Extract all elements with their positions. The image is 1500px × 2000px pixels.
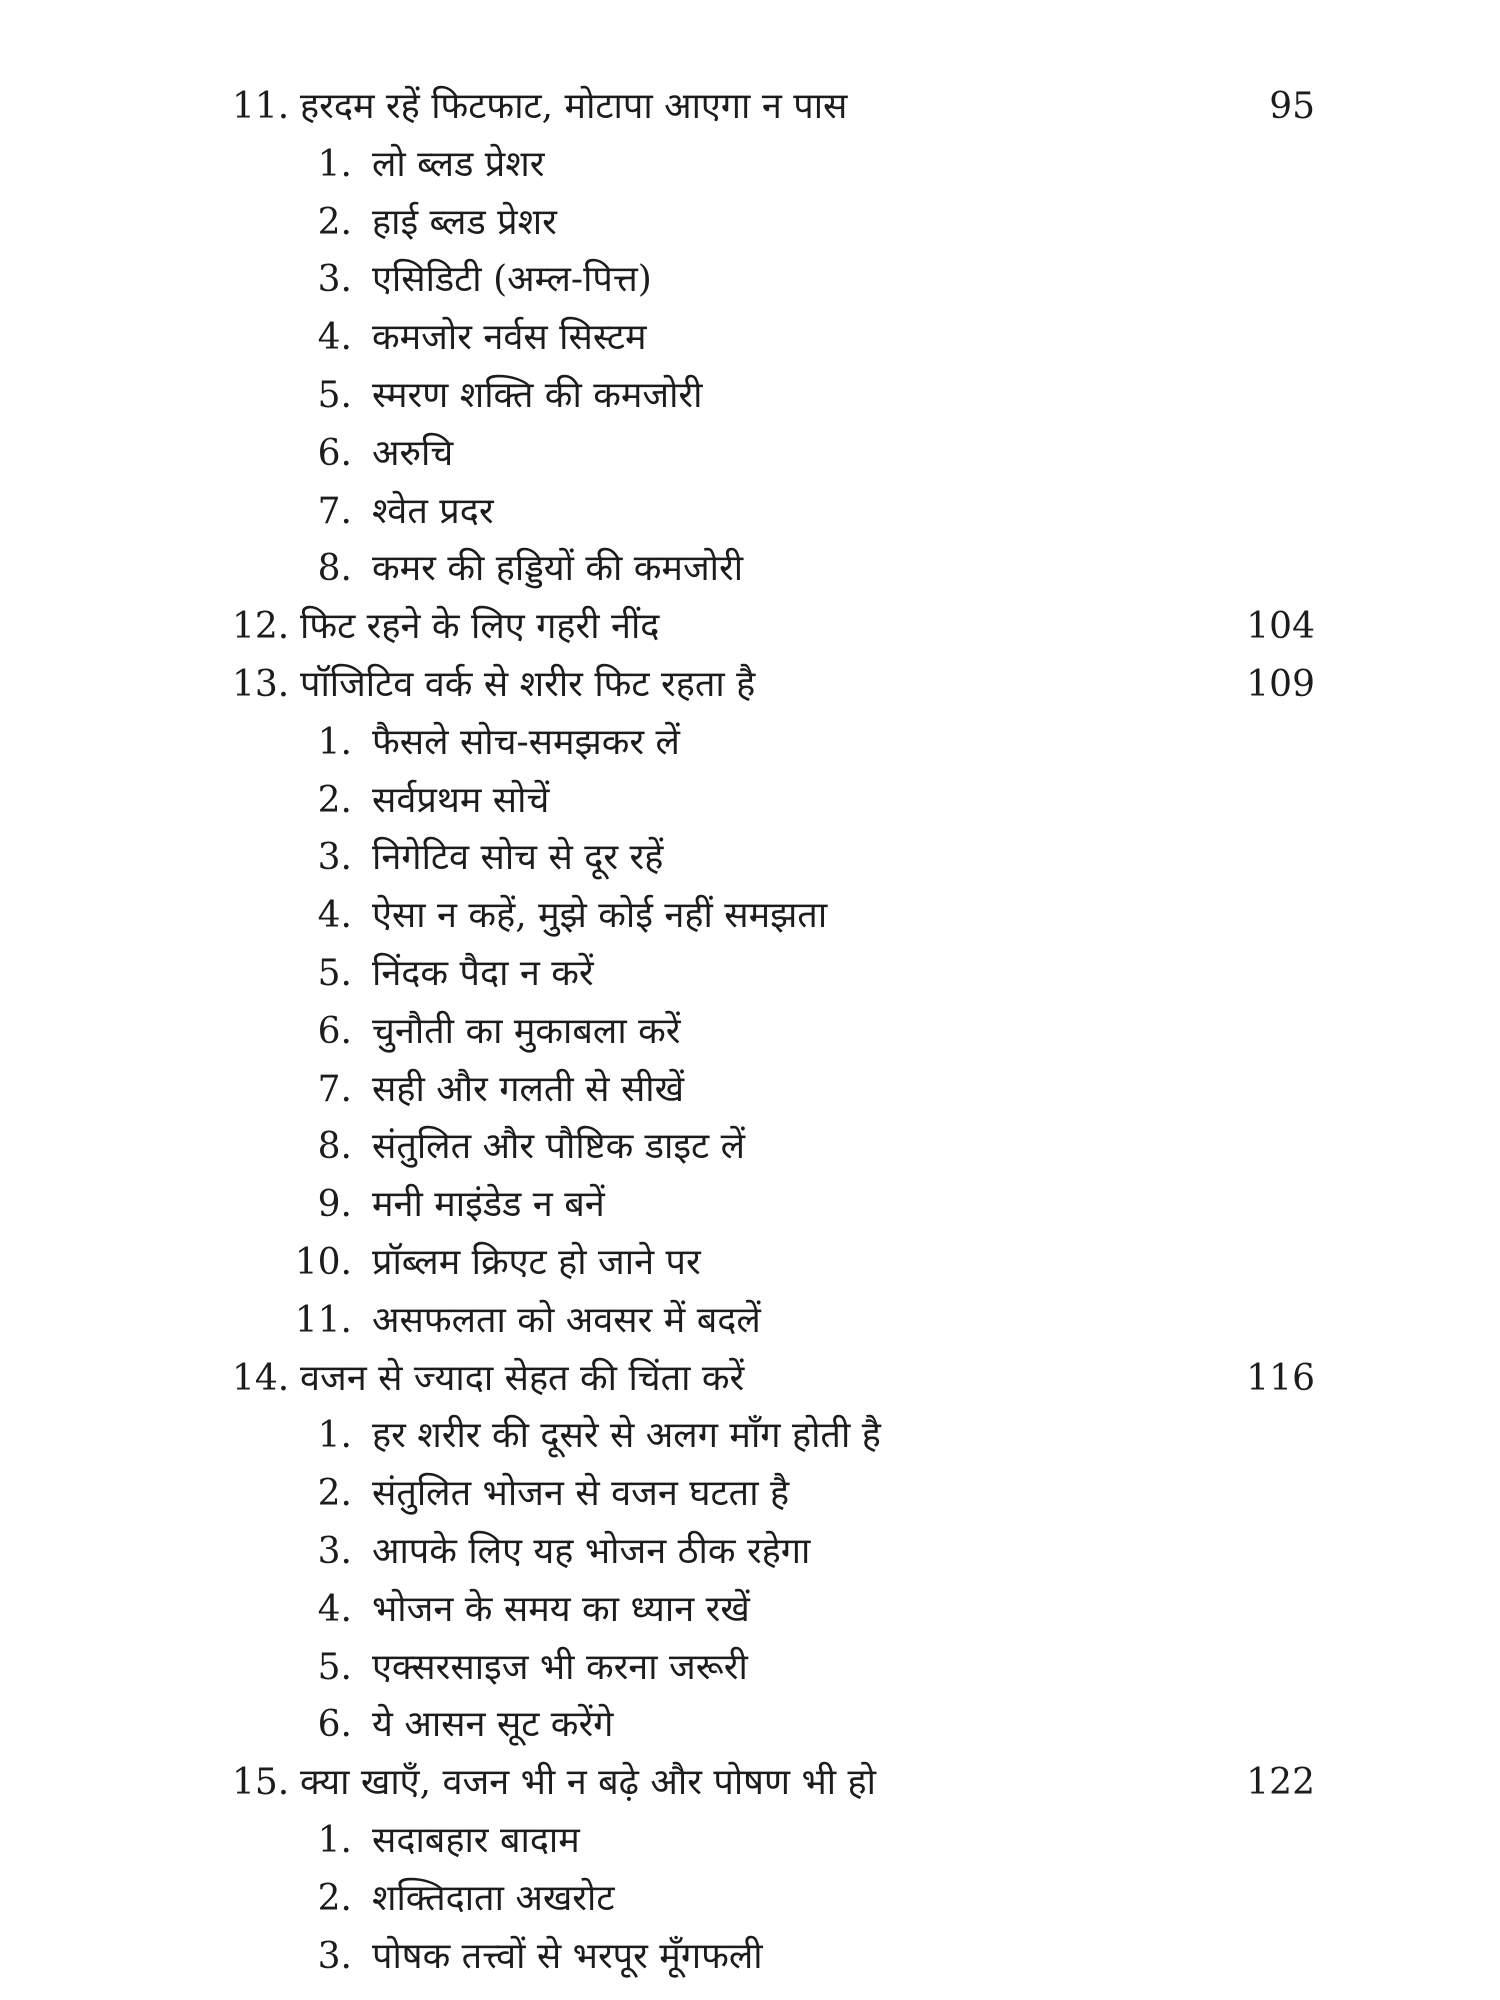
subitem-number: 3.	[317, 259, 352, 301]
subitem-title: सही और गलती से सीखें	[372, 1068, 685, 1110]
chapter-page-number: 109	[1246, 663, 1315, 705]
subitem-number: 6.	[317, 1704, 352, 1746]
subitem-number: 2.	[317, 779, 352, 821]
subitem-number: 4.	[317, 895, 352, 937]
toc-subitem-row	[0, 1407, 1500, 1465]
toc-chapter-row	[0, 598, 1500, 656]
toc-subitem-row	[0, 483, 1500, 541]
toc-subitem-row	[0, 1176, 1500, 1234]
subitem-number: 4.	[317, 317, 352, 359]
chapter-title: पॉजिटिव वर्क से शरीर फिट रहता है	[300, 663, 756, 705]
subitem-number: 9.	[317, 1184, 352, 1226]
chapter-title: वजन से ज्यादा सेहत की चिंता करें	[300, 1357, 745, 1399]
subitem-title: एसिडिटी (अम्ल-पित्त)	[372, 259, 652, 301]
subitem-title: चुनौती का मुकाबला करें	[372, 1010, 681, 1052]
subitem-number: 1.	[317, 1819, 352, 1861]
chapter-title: फिट रहने के लिए गहरी नींद	[300, 606, 660, 648]
toc-subitem-row	[0, 1870, 1500, 1928]
toc-subitem-row	[0, 540, 1500, 598]
toc-subitem-row	[0, 1118, 1500, 1176]
chapter-title: हरदम रहें फिटफाट, मोटापा आएगा न पास	[300, 86, 848, 127]
subitem-number: 1.	[317, 1415, 352, 1457]
chapter-page-number: 104	[1246, 606, 1315, 648]
subitem-title: भोजन के समय का ध्यान रखें	[372, 1588, 750, 1630]
toc-subitem-row	[0, 1523, 1500, 1581]
toc-subitem-row	[0, 194, 1500, 252]
toc-subitem-row	[0, 1003, 1500, 1061]
subitem-title: शक्तिदाता अखरोट	[372, 1877, 615, 1919]
subitem-number: 3.	[317, 837, 352, 879]
subitem-title: अरुचि	[372, 432, 454, 474]
toc-subitem-row	[0, 1465, 1500, 1523]
subitem-title: फैसले सोच-समझकर लें	[372, 721, 680, 763]
subitem-title: हर शरीर की दूसरे से अलग माँग होती है	[372, 1415, 881, 1457]
toc-subitem-row	[0, 309, 1500, 367]
chapter-page-number: 95	[1269, 86, 1315, 127]
toc-subitem-row	[0, 1061, 1500, 1119]
subitem-number: 4.	[317, 1588, 352, 1630]
toc-subitem-row	[0, 136, 1500, 194]
toc-chapter-row	[0, 656, 1500, 714]
toc-subitem-row	[0, 829, 1500, 887]
subitem-title: ऐसा न कहें, मुझे कोई नहीं समझता	[372, 895, 828, 937]
subitem-title: श्वेत प्रदर	[372, 490, 494, 532]
subitem-number: 5.	[317, 374, 352, 416]
subitem-title: सर्वप्रथम सोचें	[372, 779, 550, 821]
chapter-title: क्या खाएँ, वजन भी न बढ़े और पोषण भी हो	[300, 1762, 876, 1804]
subitem-title: संतुलित और पौष्टिक डाइट लें	[372, 1126, 746, 1168]
subitem-title: संतुलित भोजन से वजन घटता है	[372, 1473, 790, 1515]
subitem-number: 6.	[317, 432, 352, 474]
toc-subitem-row	[0, 367, 1500, 425]
subitem-number: 6.	[317, 1010, 352, 1052]
subitem-number: 11.	[294, 1299, 352, 1341]
subitem-title: कमजोर नर्वस सिस्टम	[372, 317, 647, 359]
toc-subitem-row	[0, 251, 1500, 309]
toc-chapter-row	[0, 1754, 1500, 1812]
chapter-number: 13.	[232, 663, 290, 705]
toc-subitem-row	[0, 1639, 1500, 1697]
subitem-number: 10.	[294, 1241, 352, 1283]
subitem-title: निगेटिव सोच से दूर रहें	[372, 837, 664, 879]
subitem-title: मनी माइंडेड न बनें	[372, 1184, 605, 1226]
subitem-number: 5.	[317, 952, 352, 994]
subitem-title: लो ब्लड प्रेशर	[372, 143, 545, 185]
subitem-number: 1.	[317, 143, 352, 185]
chapter-number: 12.	[232, 606, 290, 648]
subitem-title: सदाबहार बादाम	[372, 1819, 580, 1861]
toc-subitem-row	[0, 1696, 1500, 1754]
chapter-number: 11.	[232, 86, 290, 127]
subitem-number: 5.	[317, 1646, 352, 1688]
subitem-title: स्मरण शक्ति की कमजोरी	[372, 374, 703, 416]
chapter-page-number: 122	[1246, 1762, 1315, 1804]
toc-subitem-row	[0, 1928, 1500, 1986]
toc-chapter-row	[0, 1350, 1500, 1408]
subitem-number: 3.	[317, 1530, 352, 1572]
chapter-page-number: 116	[1246, 1357, 1315, 1399]
toc-subitem-row	[0, 772, 1500, 830]
subitem-title: हाई ब्लड प्रेशर	[372, 201, 557, 243]
subitem-number: 7.	[317, 1068, 352, 1110]
toc-subitem-row	[0, 1234, 1500, 1292]
subitem-number: 2.	[317, 1877, 352, 1919]
toc-subitem-row	[0, 1292, 1500, 1350]
subitem-number: 3.	[317, 1935, 352, 1977]
subitem-number: 2.	[317, 1473, 352, 1515]
subitem-title: प्रॉब्लम क्रिएट हो जाने पर	[372, 1241, 701, 1283]
subitem-title: कमर की हड्डियों की कमजोरी	[372, 548, 744, 590]
subitem-number: 7.	[317, 490, 352, 532]
subitem-title: असफलता को अवसर में बदलें	[372, 1299, 761, 1341]
toc-subitem-row	[0, 714, 1500, 772]
subitem-number: 2.	[317, 201, 352, 243]
table-of-contents	[0, 78, 1500, 1985]
chapter-number: 15.	[232, 1762, 290, 1804]
subitem-title: ये आसन सूट करेंगे	[372, 1704, 614, 1746]
chapter-number: 14.	[232, 1357, 290, 1399]
subitem-number: 8.	[317, 1126, 352, 1168]
toc-subitem-row	[0, 945, 1500, 1003]
toc-chapter-row	[0, 78, 1500, 136]
toc-subitem-row	[0, 425, 1500, 483]
toc-subitem-row	[0, 1812, 1500, 1870]
subitem-number: 1.	[317, 721, 352, 763]
subitem-title: एक्सरसाइज भी करना जरूरी	[372, 1646, 748, 1688]
toc-subitem-row	[0, 1581, 1500, 1639]
subitem-number: 8.	[317, 548, 352, 590]
subitem-title: निंदक पैदा न करें	[372, 952, 594, 994]
subitem-title: पोषक तत्त्वों से भरपूर मूँगफली	[372, 1935, 763, 1977]
subitem-title: आपके लिए यह भोजन ठीक रहेगा	[372, 1530, 811, 1572]
toc-subitem-row	[0, 887, 1500, 945]
